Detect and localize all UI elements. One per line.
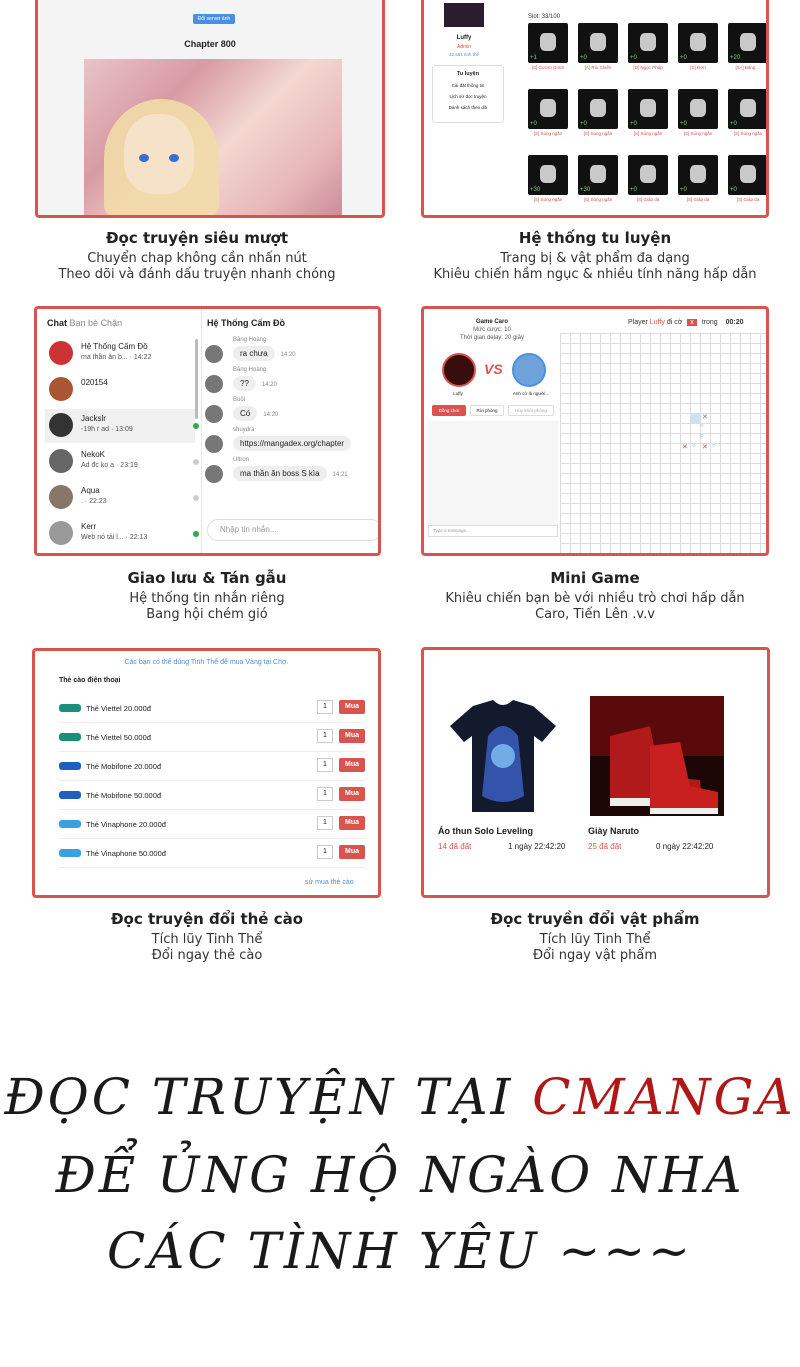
item-level: +0 [630,187,637,193]
phone-card-row [59,782,365,810]
player1-name: Luffy [453,391,463,396]
inventory-item[interactable] [628,89,668,129]
item-icon [740,165,756,183]
conversation-name: Aqua [81,486,100,495]
conversation-preview: . · 22:23 [81,498,107,505]
product-timer: 0 ngày 22:42:20 [656,842,714,851]
game-delay: Thời gian delay: 20 giây [460,335,524,341]
feature-line: Chuyển chap không cần nhấn nút [87,251,307,266]
conversation-preview: ma thần ăn b... · 14:22 [81,354,152,361]
conversation-item[interactable] [45,481,195,515]
purchase-history-link[interactable]: sử mua thẻ cào [305,879,354,886]
play-button[interactable]: Đồng chơi [432,405,466,416]
character-eye [169,154,179,162]
feature-caption [400,569,790,623]
conversation-name: Hệ Thống Cấm Đồ [81,342,148,351]
message-bubble: ra chưa [233,346,275,361]
conversation-preview: -19h r ad · 13:09 [81,426,133,433]
card-name: Thẻ Mobifone 20.000đ [86,762,162,771]
chat-preview-card [34,306,381,556]
turn-player: Luffy [649,319,665,326]
item-label: [S] Súng ngắn [633,131,663,136]
feature-line: Hệ thống tin nhắn riêng [129,591,285,606]
item-level: +0 [680,121,687,127]
item-icon [740,33,756,51]
phone-card-row [59,811,365,839]
promo-line-2: ĐỂ ỦNG HỘ NGÀO NHA [55,1146,745,1204]
buy-button[interactable]: Mua [339,787,365,801]
caro-game-card [421,306,769,556]
card-name: Thẻ Mobifone 50.000đ [86,791,162,800]
chat-header: Hệ Thống Cấm Đồ [207,318,285,328]
item-label: [S] Súng ngắn [533,131,563,136]
inventory-item[interactable] [628,23,668,63]
avatar [205,345,223,363]
inventory-item[interactable] [728,155,768,195]
feature-title: Đọc truyền đổi vật phẩm [490,910,700,928]
item-label: [S] Đơn [690,65,706,70]
change-server-button[interactable]: Đổi server ảnh [193,14,235,24]
board-cell-x[interactable]: ✕ [702,414,708,421]
item-label: [S] Gươm Gram [531,65,565,70]
user-role: Admin [456,44,472,50]
manga-page-image [84,59,342,217]
feature-title: Đọc truyện siêu mượt [105,229,288,247]
board-cell-o[interactable]: ○ [712,443,716,449]
message-time: 14:20 [263,412,279,418]
buy-button[interactable]: Mua [339,816,365,830]
message-sender: Ultron [233,457,250,463]
quantity-input[interactable]: 1 [317,845,333,859]
carrier-logo-icon [59,820,81,828]
item-icon [740,99,756,117]
message-bubble: ma thần ăn boss S kìa [233,466,327,481]
item-icon [540,33,556,51]
shoe-icon [590,696,724,816]
feature-line: Khiêu chiến hầm ngục & nhiều tính năng hấp dẫn [433,267,757,282]
item-label: [S] Súng ngắn [583,131,613,136]
item-icon [590,99,606,117]
board-cell-o[interactable]: ○ [700,433,704,439]
cultivation-preview-card [421,0,769,218]
online-status [193,495,199,501]
carrier-logo-icon [59,704,81,712]
game-bet: Mức cược: 10 [473,327,511,333]
divider [201,309,202,556]
item-level: +0 [730,187,737,193]
item-label: [S] Súng ngắn [533,197,563,202]
inventory-item[interactable] [578,89,618,129]
scrollbar[interactable] [195,339,198,419]
item-icon [640,165,656,183]
item-level: +0 [580,121,587,127]
item-label: [S] Giáp da [636,197,660,202]
card-name: Thẻ Vinaphone 50.000đ [86,849,166,858]
item-level: +0 [630,55,637,61]
avatar [205,375,223,393]
vs-label: VS [484,361,503,377]
menu-item-following[interactable]: Danh sách theo dõi [448,105,488,110]
slot-count: Slot: 33/100 [528,14,561,20]
message-time: 14:21 [332,472,348,478]
game-chat-area [428,421,558,531]
leave-room-button[interactable]: Rời phòng [470,405,504,416]
avatar [49,485,73,509]
board-cell-o[interactable]: ○ [700,423,704,429]
feature-title: Giao lưu & Tán gẫu [127,569,287,587]
tab-block[interactable]: Chặn [100,318,123,328]
game-chat-input[interactable]: Type a message... [428,525,558,537]
feature-line: Caro, Tiến Lên .v.v [535,607,655,622]
chat-message [207,457,348,481]
menu-item-settings[interactable]: Cài đặt thông tin [451,83,485,88]
reader-preview-card [35,0,385,218]
turn-label: trong [701,319,718,326]
chapter-title: Chapter 800 [184,39,236,49]
product-image-tshirt[interactable] [438,696,568,816]
turn-label: đi cờ [666,319,683,326]
buy-button[interactable]: Mua [339,729,365,743]
promo-text: ĐỌC TRUYỆN TẠI [4,1068,533,1126]
phone-card-row [59,724,365,752]
product-orders: 14 đã đặt [438,842,472,851]
item-label: [S+] Bảng ... [735,65,761,70]
item-label: [S] Súng ngắn [683,131,713,136]
item-icon [590,33,606,51]
buy-button[interactable]: Mua [339,845,365,859]
item-level: +0 [630,121,637,127]
message-sender: shuydra [233,427,255,433]
product-name[interactable]: Giày Naruto [588,826,640,836]
message-time: 14:20 [280,352,296,358]
feature-caption [400,229,790,283]
message-sender: Buồi [233,397,246,403]
chat-message [207,337,296,361]
feature-title: Hệ thống tu luyện [518,229,672,247]
menu-title: Tu luyện [456,71,480,77]
item-icon [640,33,656,51]
inventory-item[interactable] [578,23,618,63]
feature-line: Bang hội chém gió [146,607,268,622]
item-label: [S] Giáp da [686,197,710,202]
message-input[interactable]: Nhập tin nhắn... [207,519,381,541]
inventory-item[interactable] [678,155,718,195]
avatar [49,449,73,473]
shop-notice: Các bạn có thể dùng Tinh Thể để mua Vàng tại Chợ. [124,659,289,666]
board-cell-x[interactable]: ✕ [682,444,688,451]
feature-caption [2,229,392,283]
caro-board[interactable] [560,333,769,556]
item-level: +20 [730,55,741,61]
avatar [49,377,73,401]
buy-button[interactable]: Mua [339,758,365,772]
message-sender: Băng Hoàng [233,367,267,373]
inventory-item[interactable] [678,89,718,129]
item-icon [640,99,656,117]
conversation-item[interactable] [45,445,195,479]
conversation-item[interactable] [45,409,195,443]
conversation-preview: Web nó tải l... · 22:13 [81,534,148,541]
item-label: [S] Giáp da [736,197,760,202]
conversation-name: Kerr [81,522,97,531]
item-label: [S] Súng ngắn [733,131,763,136]
online-status [193,423,199,429]
tab-friends[interactable]: Bạn bè [69,318,99,328]
item-level: +30 [530,187,541,193]
carrier-logo-icon [59,762,81,770]
card-shop-card [32,648,381,898]
board-cell-x[interactable]: ✕ [702,444,708,451]
feature-caption [12,910,402,964]
phone-card-row [59,840,365,868]
inventory-item[interactable] [578,155,618,195]
feature-caption [400,910,790,964]
player1-avatar [442,353,476,387]
card-name: Thẻ Vinaphone 20.000đ [86,820,166,829]
product-timer: 1 ngày 22:42:20 [508,842,566,851]
item-label: [A] Rìu Chiến [584,65,612,70]
tshirt-icon [438,696,568,816]
item-shop-card [421,647,770,898]
feature-line: Trang bị & vật phẩm đa dạng [500,251,690,266]
quantity-input[interactable]: 1 [317,816,333,830]
user-avatar [444,3,484,27]
inventory-item[interactable] [678,23,718,63]
promo-line-1 [0,1068,800,1126]
item-level: +0 [530,121,537,127]
player2-name: Anh cờ là người... [512,391,550,396]
inventory-item[interactable] [728,89,768,129]
message-sender: Băng Hoàng [233,337,267,343]
item-level: +1 [530,55,537,61]
item-icon [540,99,556,117]
feature-title: Đọc truyện đổi thẻ cào [110,910,304,928]
character-face [124,114,194,194]
user-name: Luffy [456,35,472,41]
item-level: +0 [680,187,687,193]
game-title: Game Caro [475,319,508,325]
inventory-item[interactable] [728,23,768,63]
item-level: +0 [680,55,687,61]
phone-card-row [59,753,365,781]
card-name: Thẻ Viettel 20.000đ [86,704,151,713]
online-status [193,459,199,465]
chat-tabs [47,318,122,328]
card-name: Thẻ Viettel 50.000đ [86,733,151,742]
conversation-item[interactable] [45,517,195,551]
inventory-item[interactable] [628,155,668,195]
turn-timer: 00:20 [725,319,744,326]
conversation-item[interactable] [45,337,195,371]
inventory-item[interactable] [528,155,568,195]
tab-chat[interactable]: Chat [47,318,67,328]
feature-line: Đổi ngay thẻ cào [151,948,263,963]
quantity-input[interactable]: 1 [317,787,333,801]
item-label: [S] Súng ngắn [583,197,613,202]
turn-mark: x [687,319,697,326]
quantity-input[interactable]: 1 [317,729,333,743]
item-icon [690,99,706,117]
turn-label: Player [628,319,648,326]
conversation-name: NekoK [81,450,106,459]
item-icon [590,165,606,183]
online-status [193,531,199,537]
item-icon [690,33,706,51]
buy-button[interactable]: Mua [339,700,365,714]
message-bubble: ?? [233,376,256,391]
carrier-logo-icon [59,791,81,799]
section-title: Thẻ cào điện thoại [59,677,121,684]
user-crystals: 42,581 tình thể [448,52,480,57]
brand-name: CMANGA [532,1068,796,1126]
carrier-logo-icon [59,733,81,741]
feature-line: Tích lũy Tinh Thể [539,932,651,947]
item-level: +0 [580,55,587,61]
board-cell-o[interactable]: ○ [692,443,696,449]
phone-card-row [59,695,365,723]
avatar [49,413,73,437]
carrier-logo-icon [59,849,81,857]
conversation-preview: Ad đc ko a · 23:19 [81,462,138,469]
avatar [49,341,73,365]
item-level: +30 [580,187,591,193]
avatar [205,435,223,453]
feature-title: Mini Game [550,569,640,587]
chat-message [207,427,357,451]
promo-line-3: CÁC TÌNH YÊU ~~~ [106,1222,694,1280]
message-bubble: https://mangadex.org/chapter [233,436,351,451]
player2-avatar [512,353,546,387]
inventory-item[interactable] [528,89,568,129]
turn-indicator [628,319,744,326]
avatar [49,521,73,545]
quantity-input[interactable]: 1 [317,700,333,714]
feature-line: Tích lũy Tinh Thể [151,932,263,947]
conversation-name: Jackslr [81,414,106,423]
item-label: [D] Ngọc Pháp [633,65,663,70]
chat-message [207,367,277,391]
feature-line: Theo dõi và đánh dấu truyện nhanh chóng [58,267,336,282]
feature-line: Đổi ngay vật phẩm [532,948,658,963]
side-menu [432,65,504,123]
item-icon [540,165,556,183]
product-orders: 25 đã đặt [588,842,622,851]
conversation-name: 020154 [81,378,108,387]
item-level: +0 [730,121,737,127]
conversation-item[interactable] [45,373,195,407]
menu-item-history[interactable]: Lịch sử đọc truyện [449,94,487,99]
inventory-item[interactable] [528,23,568,63]
message-bubble: Có [233,406,257,421]
avatar [205,465,223,483]
chat-message [207,397,278,421]
message-time: 14:20 [261,382,277,388]
feature-caption [12,569,402,623]
character-eye [139,154,149,162]
product-image-shoes[interactable] [590,696,724,816]
cancel-room-button[interactable]: Hủy khởi phòng [508,405,554,416]
avatar [205,405,223,423]
product-name[interactable]: Áo thun Solo Leveling [438,826,533,836]
item-icon [690,165,706,183]
feature-line: Khiêu chiến bạn bè với nhiều trò chơi hấp dẫn [445,591,745,606]
board-cell-o[interactable] [690,413,700,423]
quantity-input[interactable]: 1 [317,758,333,772]
